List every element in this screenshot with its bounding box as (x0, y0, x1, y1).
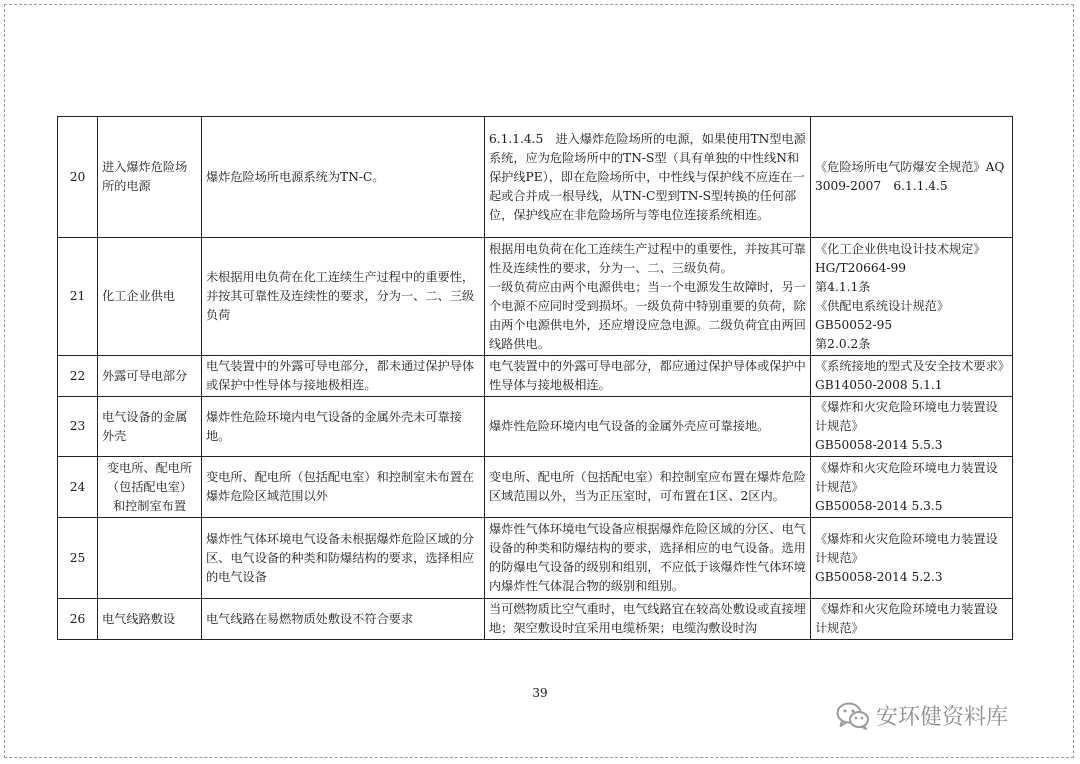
requirement-text: 爆炸性危险环境内电气设备的金属外壳应可靠接地。 (489, 419, 770, 433)
problem-description (202, 397, 485, 457)
problem-text: 电气装置中的外露可导电部分，都未通过保护导体或保护中性导体与接地极相连。 (206, 359, 475, 392)
table-row (58, 397, 1013, 457)
basis-text: 《爆炸和火灾危险环境电力装置设计规范》 GB50058-2014 5.3.5 (815, 460, 998, 513)
basis-text: 《爆炸和火灾危险环境电力装置设计规范》 (815, 602, 998, 635)
problem-description (202, 518, 485, 599)
requirement (485, 238, 811, 356)
watermark (836, 700, 1008, 731)
row-number: 20 (58, 117, 98, 238)
requirement (485, 457, 811, 518)
row-number: 24 (58, 457, 98, 518)
watermark-text: 安环健资料库 (876, 705, 1009, 730)
row-number: 22 (58, 356, 98, 397)
table-row (58, 518, 1013, 599)
basis-text: 《系统接地的型式及安全技术要求》GB14050-2008 5.1.1 (815, 359, 1004, 392)
regulation-table (57, 116, 1013, 640)
legal-basis (811, 518, 1013, 599)
problem-text: 爆炸危险场所电源系统为TN-C。 (206, 169, 385, 184)
check-item (98, 518, 202, 599)
problem-description (202, 117, 485, 238)
problem-description (202, 238, 485, 356)
basis-text: 《危险场所电气防爆安全规范》AQ 3009-2007 6.1.1.4.5 (815, 160, 1005, 193)
basis-text: 《化工企业供电设计技术规定》HG/T20664-99 第4.1.1条 《供配电系统设计规范》GB50052-95 第2.0.2条 (815, 241, 986, 351)
row-number: 25 (58, 518, 98, 599)
table-row (58, 599, 1013, 640)
requirement (485, 356, 811, 397)
legal-basis (811, 599, 1013, 640)
legal-basis (811, 238, 1013, 356)
problem-text: 爆炸性气体环境电气设备未根据爆炸危险区域的分区、电气设备的种类和防爆结构的要求，选择相应的电气设备 (206, 531, 475, 584)
requirement (485, 599, 811, 640)
check-item: 电气线路敷设 (98, 599, 202, 640)
requirement-text: 根据用电负荷在化工连续生产过程中的重要性，并按其可靠性及连续性的要求，分为一、二、三级负荷。 一级负荷应由两个电源供电；当一个电源发生故障时，另一个电源不应同时受到损坏。一级负荷中特别重要的负荷，除由两个电源供电外，还应增设应急电源。二级负荷宜由两回线路供电。 (489, 241, 806, 351)
basis-text: 《爆炸和火灾危险环境电力装置设计规范》 GB50058-2014 5.2.3 (815, 531, 998, 584)
problem-text: 电气线路在易燃物质处敷设不符合要求 (206, 611, 414, 626)
table-row (58, 356, 1013, 397)
check-item: 化工企业供电 (98, 238, 202, 356)
legal-basis (811, 356, 1013, 397)
requirement-text: 6.1.1.4.5 进入爆炸危险场所的电源，如果使用TN型电源系统，应为危险场所中的TN-S型（具有单独的中性线N和保护线PE），即在危险场所中，中性线与保护线不应连在一起或合并成一根导线，从TN-C型到TN-S型转换的任何部位，保护线应在非危险场所与等电位连接系统相连。 (489, 131, 806, 222)
table-row (58, 238, 1013, 356)
check-item: 变电所、配电所（包括配电室）和控制室布置 (98, 457, 202, 518)
legal-basis (811, 397, 1013, 457)
wechat-icon (836, 702, 870, 730)
problem-text: 爆炸性危险环境内电气设备的金属外壳未可靠接地。 (206, 409, 462, 443)
problem-description (202, 356, 485, 397)
legal-basis (811, 117, 1013, 238)
requirement (485, 397, 811, 457)
requirement-text: 变电所、配电所（包括配电室）和控制室应布置在爆炸危险区域范围以外，当为正压室时，可布置在1区、2区内。 (489, 470, 806, 503)
row-number: 21 (58, 238, 98, 356)
legal-basis (811, 457, 1013, 518)
requirement-text: 爆炸性气体环境电气设备应根据爆炸危险区域的分区、电气设备的种类和防爆结构的要求，选择相应的电气设备。选用的防爆电气设备的级别和组别，不应低于该爆炸性气体环境内爆炸性气体混合物的级别和组别。 (489, 522, 806, 593)
page-number: 39 (532, 686, 548, 700)
requirement (485, 117, 811, 238)
requirement-text: 当可燃物质比空气重时，电气线路宜在较高处敷设或直接埋地；架空敷设时宜采用电缆桥架；电缆沟敷设时沟 (489, 602, 806, 635)
problem-description (202, 599, 485, 640)
table-row (58, 457, 1013, 518)
requirement (485, 518, 811, 599)
requirement-text: 电气装置中的外露可导电部分，都应通过保护导体或保护中性导体与接地极相连。 (489, 359, 806, 392)
check-item: 外露可导电部分 (98, 356, 202, 397)
row-number: 26 (58, 599, 98, 640)
check-item: 进入爆炸危险场所的电源 (98, 117, 202, 238)
problem-description (202, 457, 485, 518)
row-number: 23 (58, 397, 98, 457)
problem-text: 变电所、配电所（包括配电室）和控制室未布置在爆炸危险区域范围以外 (206, 470, 475, 503)
table-row (58, 117, 1013, 238)
basis-text: 《爆炸和火灾危险环境电力装置设计规范》 GB50058-2014 5.5.3 (815, 400, 998, 452)
check-item: 电气设备的金属外壳 (98, 397, 202, 457)
problem-text: 未根据用电负荷在化工连续生产过程中的重要性，并按其可靠性及连续性的要求，分为一、二、三级负荷 (206, 270, 475, 322)
